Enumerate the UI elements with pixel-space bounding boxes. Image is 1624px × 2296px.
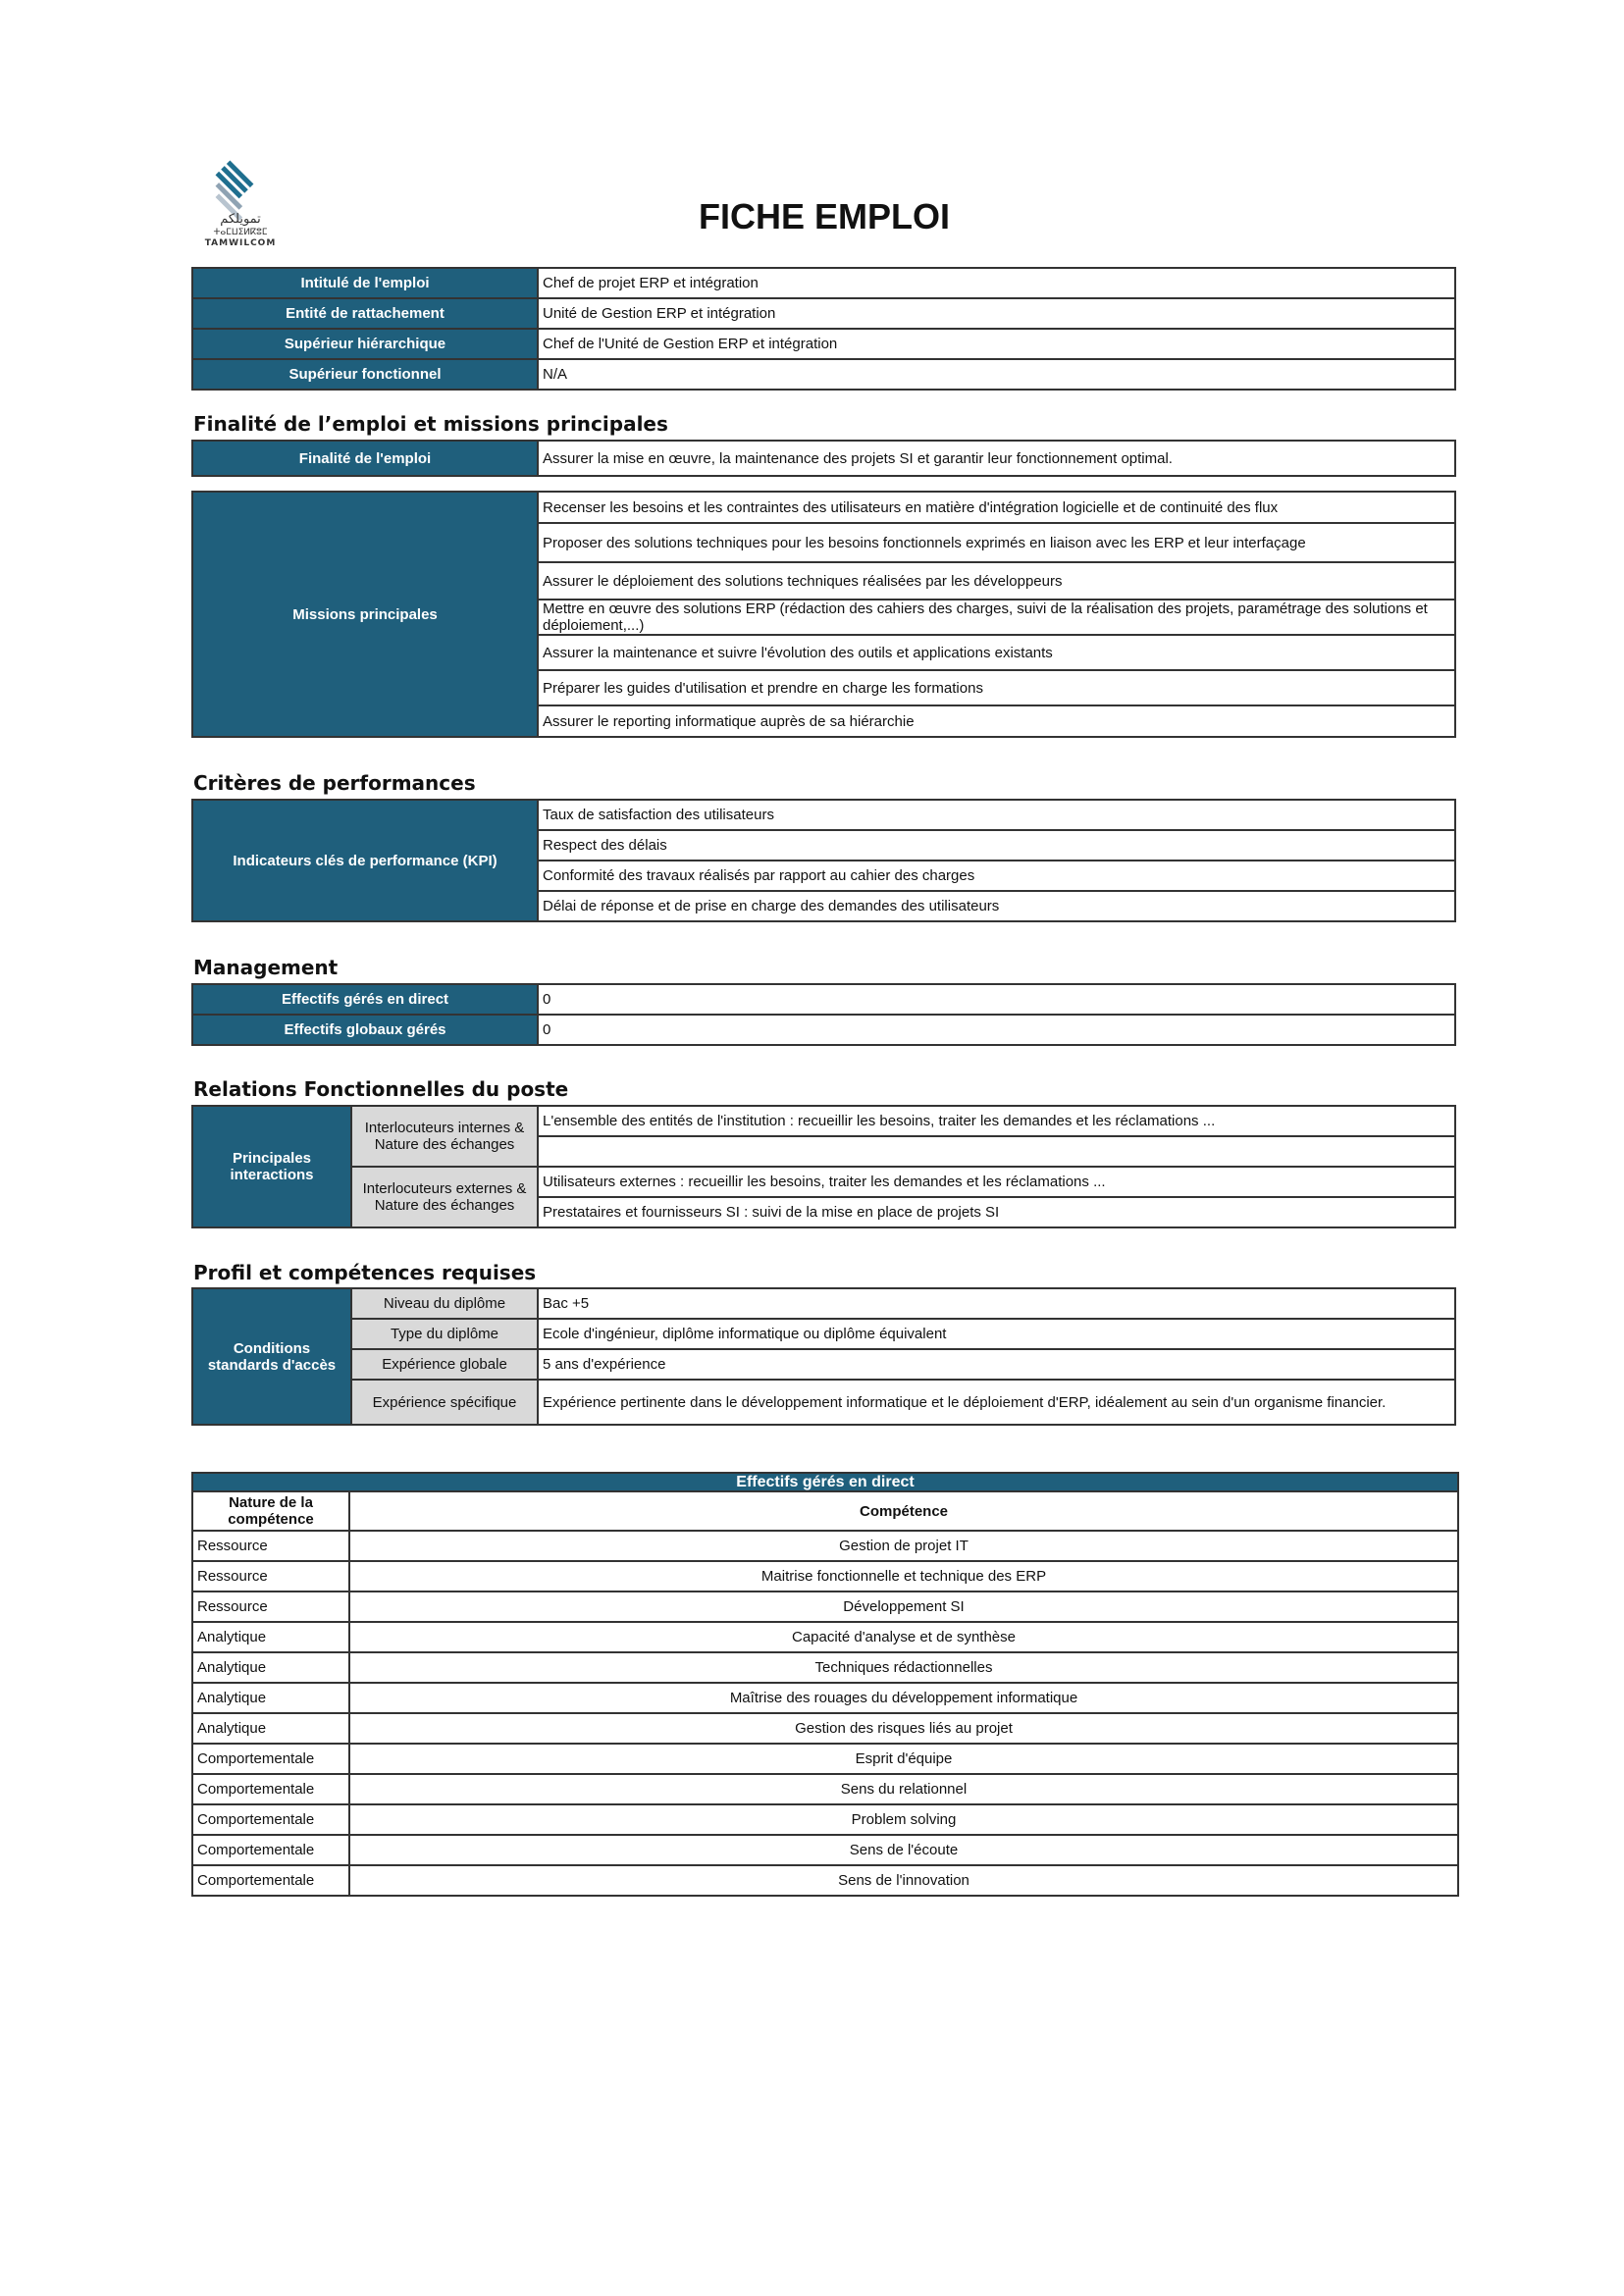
internal-value xyxy=(538,1136,1455,1167)
mission-item: Assurer la maintenance et suivre l'évolution des outils et applications existants xyxy=(538,635,1455,670)
table-row xyxy=(192,1835,1458,1865)
table-row xyxy=(192,1865,1458,1896)
profil-label: Conditions standards d'accès xyxy=(192,1288,351,1425)
competence-nature: Analytique xyxy=(192,1622,349,1652)
profil-row-label: Type du diplôme xyxy=(351,1319,538,1349)
table-row xyxy=(192,1319,1455,1349)
column-header-competence: Compétence xyxy=(349,1491,1458,1531)
field-label: Supérieur fonctionnel xyxy=(192,359,538,390)
svg-text:TAMWILCOM: TAMWILCOM xyxy=(204,238,277,247)
mission-item: Proposer des solutions techniques pour les besoins fonctionnels exprimés en liaison avec les ERP et leur interfaçage xyxy=(538,523,1455,562)
external-value: Utilisateurs externes : recueillir les besoins, traiter les demandes et les réclamations ... xyxy=(538,1167,1455,1197)
profil-row-value: Ecole d'ingénieur, diplôme informatique ou diplôme équivalent xyxy=(538,1319,1455,1349)
section-title-finalite: Finalité de l’emploi et missions principales xyxy=(193,412,668,436)
competence-name: Sens de l'écoute xyxy=(349,1835,1458,1865)
competence-name: Gestion des risques liés au projet xyxy=(349,1713,1458,1744)
internal-value: L'ensemble des entités de l'institution : recueillir les besoins, traiter les demandes et les réclamations ... xyxy=(538,1106,1455,1136)
kpi-item: Taux de satisfaction des utilisateurs xyxy=(538,800,1455,830)
profil-table xyxy=(191,1287,1456,1426)
column-header-nature: Nature de la compétence xyxy=(192,1491,349,1531)
mission-item: Assurer le déploiement des solutions techniques réalisées par les développeurs xyxy=(538,562,1455,600)
profil-row-value: Bac +5 xyxy=(538,1288,1455,1319)
competence-name: Développement SI xyxy=(349,1592,1458,1622)
field-label: Intitulé de l'emploi xyxy=(192,268,538,298)
table-row xyxy=(192,1652,1458,1683)
table-row xyxy=(192,1744,1458,1774)
competence-name: Sens du relationnel xyxy=(349,1774,1458,1804)
competence-name: Gestion de projet IT xyxy=(349,1531,1458,1561)
field-label: Supérieur hiérarchique xyxy=(192,329,538,359)
identification-table xyxy=(191,267,1456,391)
table-row xyxy=(192,268,1455,298)
profil-row-value: Expérience pertinente dans le développement informatique et le déploiement d'ERP, idéalement au sein d'un organisme financier. xyxy=(538,1380,1455,1425)
table-row xyxy=(192,1561,1458,1592)
table-row xyxy=(192,1349,1455,1380)
competence-name: Esprit d'équipe xyxy=(349,1744,1458,1774)
management-value: 0 xyxy=(538,984,1455,1015)
competence-name: Maitrise fonctionnelle et technique des ERP xyxy=(349,1561,1458,1592)
competence-nature: Ressource xyxy=(192,1592,349,1622)
section-title-profil: Profil et compétences requises xyxy=(193,1261,537,1284)
field-label: Entité de rattachement xyxy=(192,298,538,329)
management-value: 0 xyxy=(538,1015,1455,1045)
table-row xyxy=(192,1774,1458,1804)
competence-name: Maîtrise des rouages du développement informatique xyxy=(349,1683,1458,1713)
profil-row-label: Expérience spécifique xyxy=(351,1380,538,1425)
performance-table xyxy=(191,799,1456,922)
section-title-performance: Critères de performances xyxy=(193,771,476,795)
competence-nature: Analytique xyxy=(192,1713,349,1744)
mission-item: Recenser les besoins et les contraintes des utilisateurs en matière d'intégration logicielle et de continuité des flux xyxy=(538,492,1455,523)
kpi-item: Conformité des travaux réalisés par rapport au cahier des charges xyxy=(538,861,1455,891)
competence-nature: Ressource xyxy=(192,1561,349,1592)
table-row xyxy=(192,359,1455,390)
table-row xyxy=(192,298,1455,329)
management-label: Effectifs gérés en direct xyxy=(192,984,538,1015)
field-value: Chef de l'Unité de Gestion ERP et intégration xyxy=(538,329,1455,359)
table-row xyxy=(192,1683,1458,1713)
tamwilcom-logo xyxy=(186,149,294,247)
mission-item: Assurer le reporting informatique auprès de sa hiérarchie xyxy=(538,705,1455,737)
finalite-table xyxy=(191,440,1456,477)
field-value: N/A xyxy=(538,359,1455,390)
competence-name: Sens de l'innovation xyxy=(349,1865,1458,1896)
table-row xyxy=(192,1015,1455,1045)
missions-table xyxy=(191,491,1456,738)
finalite-value: Assurer la mise en œuvre, la maintenance des projets SI et garantir leur fonctionnement optimal. xyxy=(538,441,1455,476)
internal-label: Interlocuteurs internes & Nature des échanges xyxy=(351,1106,538,1167)
table-row xyxy=(192,1531,1458,1561)
finalite-label: Finalité de l'emploi xyxy=(192,441,538,476)
kpi-item: Délai de réponse et de prise en charge des demandes des utilisateurs xyxy=(538,891,1455,921)
table-row xyxy=(192,1380,1455,1425)
mission-item: Préparer les guides d'utilisation et prendre en charge les formations xyxy=(538,670,1455,705)
competence-name: Problem solving xyxy=(349,1804,1458,1835)
management-label: Effectifs globaux gérés xyxy=(192,1015,538,1045)
kpi-label: Indicateurs clés de performance (KPI) xyxy=(192,800,538,921)
competence-nature: Comportementale xyxy=(192,1865,349,1896)
svg-text:تمويلكم: تمويلكم xyxy=(220,212,261,227)
table-row xyxy=(192,1288,1455,1319)
field-value: Chef de projet ERP et intégration xyxy=(538,268,1455,298)
competence-nature: Comportementale xyxy=(192,1835,349,1865)
relations-table xyxy=(191,1105,1456,1228)
profil-row-value: 5 ans d'expérience xyxy=(538,1349,1455,1380)
field-value: Unité de Gestion ERP et intégration xyxy=(538,298,1455,329)
external-label: Interlocuteurs externes & Nature des échanges xyxy=(351,1167,538,1227)
missions-label: Missions principales xyxy=(192,492,538,737)
table-row xyxy=(192,1804,1458,1835)
external-value: Prestataires et fournisseurs SI : suivi de la mise en place de projets SI xyxy=(538,1197,1455,1227)
management-table xyxy=(191,983,1456,1046)
table-row xyxy=(192,800,1455,830)
relations-label: Principales interactions xyxy=(192,1106,351,1227)
competences-banner: Effectifs gérés en direct xyxy=(192,1473,1458,1491)
competence-nature: Comportementale xyxy=(192,1804,349,1835)
profil-row-label: Expérience globale xyxy=(351,1349,538,1380)
competence-nature: Analytique xyxy=(192,1683,349,1713)
table-row xyxy=(192,1592,1458,1622)
table-row xyxy=(192,1713,1458,1744)
table-row xyxy=(192,984,1455,1015)
competence-name: Capacité d'analyse et de synthèse xyxy=(349,1622,1458,1652)
table-row xyxy=(192,329,1455,359)
table-row xyxy=(192,1622,1458,1652)
competence-nature: Analytique xyxy=(192,1652,349,1683)
competences-table xyxy=(191,1472,1459,1897)
competence-nature: Comportementale xyxy=(192,1744,349,1774)
competence-name: Techniques rédactionnelles xyxy=(349,1652,1458,1683)
kpi-item: Respect des délais xyxy=(538,830,1455,861)
table-row xyxy=(192,492,1455,523)
profil-row-label: Niveau du diplôme xyxy=(351,1288,538,1319)
competence-nature: Ressource xyxy=(192,1531,349,1561)
competence-nature: Comportementale xyxy=(192,1774,349,1804)
section-title-management: Management xyxy=(193,956,339,979)
svg-text:ⵜⴰⵎⵡⵉⵍⴽⵓⵎ: ⵜⴰⵎⵡⵉⵍⴽⵓⵎ xyxy=(213,228,268,237)
page-title: FICHE EMPLOI xyxy=(698,196,950,236)
section-title-relations: Relations Fonctionnelles du poste xyxy=(193,1077,569,1101)
mission-item: Mettre en œuvre des solutions ERP (rédaction des cahiers des charges, suivi de la réalisation des projets, paramétrage des solutions et déploiement,...) xyxy=(538,600,1455,635)
